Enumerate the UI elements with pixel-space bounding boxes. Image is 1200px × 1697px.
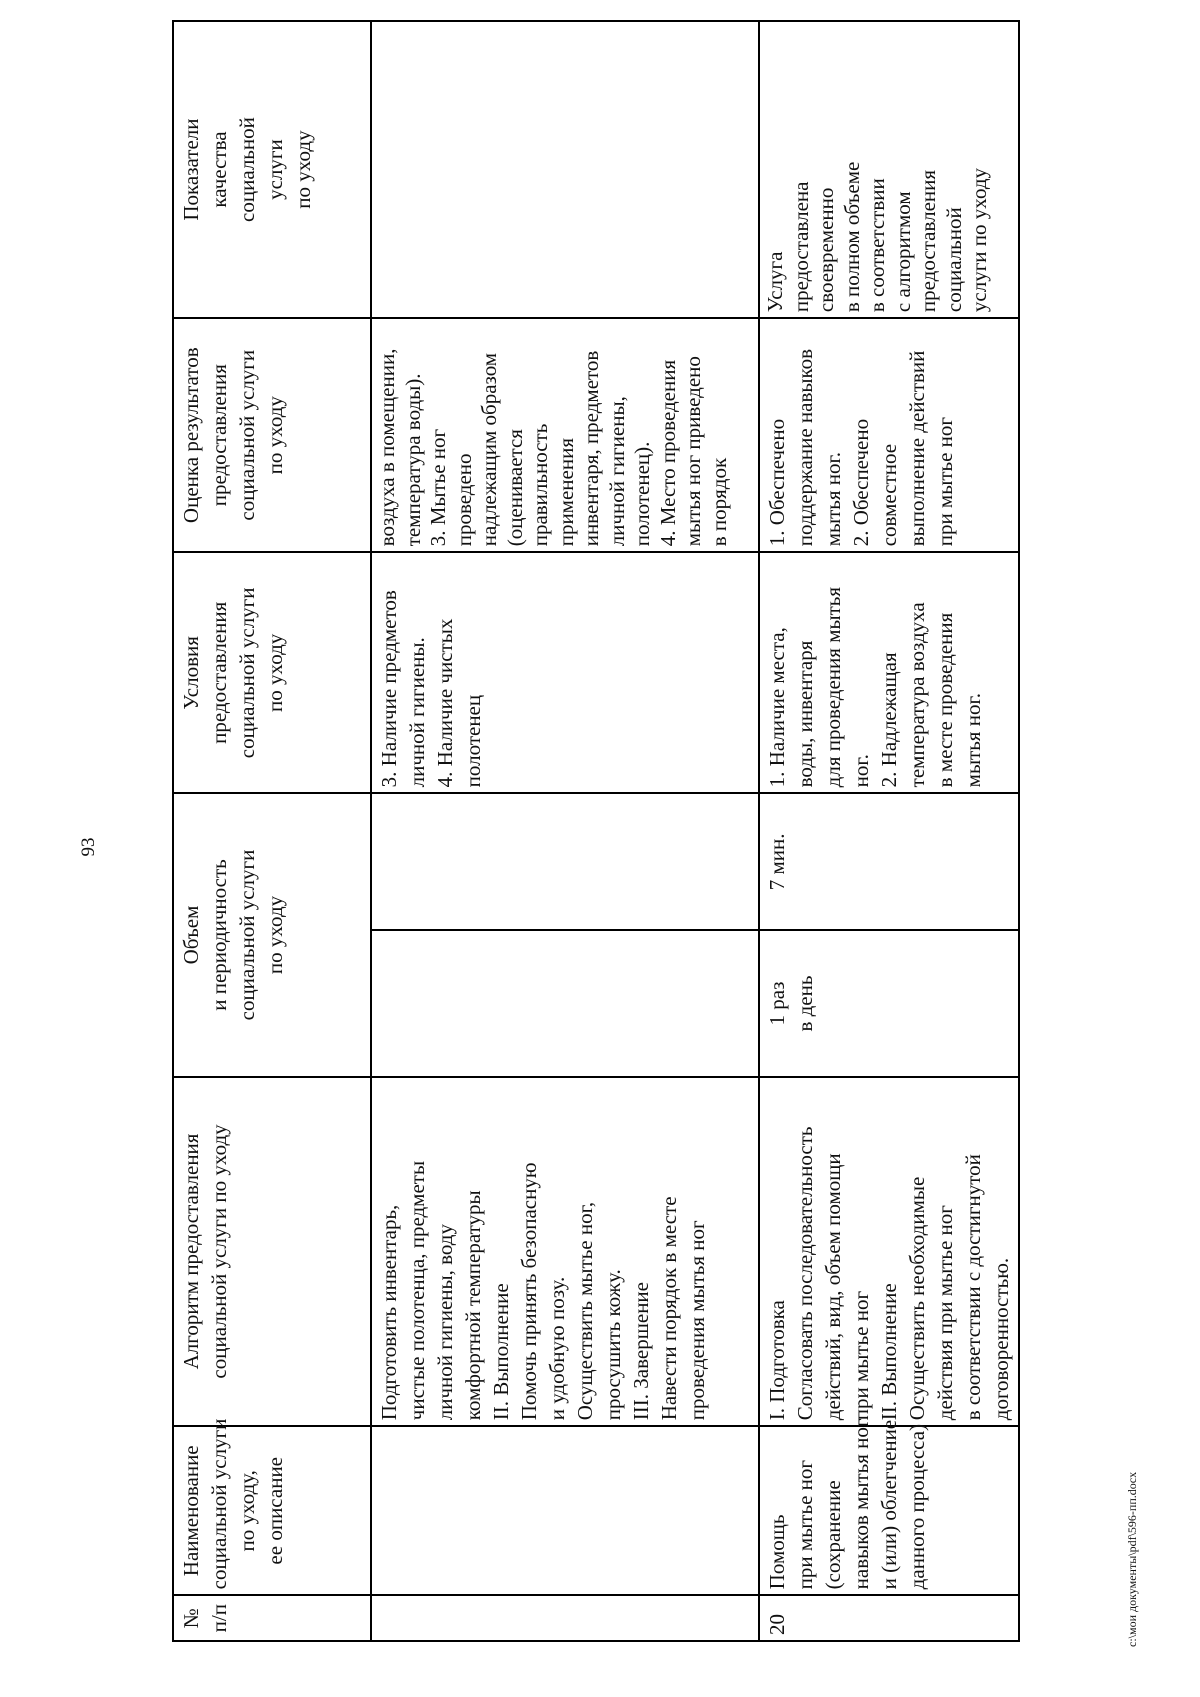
header-name — [173, 1418, 371, 1595]
cell-line: по уходу — [263, 633, 287, 712]
cell-line: данного процесса) — [905, 1423, 929, 1590]
cell-line: социальной — [941, 207, 966, 313]
cell-line: Алгоритм предоставления — [179, 1133, 203, 1370]
row-assessment — [371, 318, 759, 552]
cell-line: при мытье ног — [849, 1290, 873, 1421]
cell-line: качества — [207, 131, 231, 208]
cell-line: Согласовать последовательность — [793, 1126, 817, 1421]
cell-line: п/п — [207, 1604, 231, 1633]
cell-line: Услуга — [763, 251, 787, 313]
row-name — [371, 1426, 759, 1595]
cell-line: ее описание — [263, 1456, 287, 1565]
cell-line: I. Подготовка — [765, 1300, 789, 1421]
cell-line: II. Выполнение — [877, 1283, 901, 1421]
cell-line: социальной услуги — [235, 849, 259, 1021]
cell-line: по уходу, — [235, 1470, 259, 1552]
file-path: c:\мои документы\pdf\596-пп.docx — [1125, 1471, 1139, 1647]
cell-line: по уходу — [291, 130, 315, 209]
cell-line: мытья ног приведено — [681, 356, 705, 547]
cell-line: в полном объеме — [839, 161, 864, 313]
cell-line: в день — [793, 975, 817, 1032]
cell-line: II. Выполнение — [489, 1283, 513, 1421]
cell-line: Показатели — [179, 118, 203, 221]
cell-line: 1 раз — [765, 981, 789, 1026]
cell-line: и удобную позу. — [545, 1276, 569, 1421]
cell-line: Осуществить необходимые — [905, 1176, 929, 1421]
cell-line: инвентаря, предметов — [579, 350, 603, 547]
row-name — [759, 1418, 1019, 1595]
row-duration — [759, 793, 1019, 930]
cell-line: просушить кожу. — [601, 1269, 625, 1421]
cell-line: Условия — [179, 636, 203, 710]
cell-line: договоренностью. — [989, 1257, 1013, 1421]
cell-line: температура воздуха — [905, 602, 929, 788]
cell-line: личной гигиены, воду — [433, 1224, 457, 1421]
cell-line: (оценивается — [502, 429, 527, 547]
row-algorithm — [759, 1077, 1019, 1427]
row-num: 20 — [759, 1595, 1019, 1641]
cell-line: навыков мытья ног — [849, 1418, 873, 1590]
row-frequency — [759, 930, 1019, 1076]
cell-line: социальной услуги — [235, 587, 259, 759]
cell-line: III. Завершение — [629, 1282, 653, 1421]
cell-line: мытья ног. — [961, 693, 985, 788]
cell-line: услуги по уходу — [967, 167, 991, 313]
cell-line: Наименование — [179, 1445, 203, 1577]
cell-line: полотенец — [461, 694, 485, 788]
cell-line: социальной услуги — [207, 1418, 231, 1590]
cell-line: социальной услуги — [235, 349, 259, 521]
cell-line: услуги — [263, 139, 287, 200]
cell-line: № — [179, 1608, 203, 1629]
cell-line: в соответствии с достигнутой — [961, 1154, 985, 1421]
cell-line: Объем — [179, 905, 203, 965]
cell-line: комфортной температуры — [461, 1190, 485, 1421]
header-assessment — [173, 318, 371, 552]
row-quality — [371, 21, 759, 318]
cell-line: личной гигиены, — [604, 396, 629, 547]
cell-line: 4. Наличие чистых — [433, 618, 457, 788]
cell-line: 3. Наличие предметов — [377, 590, 401, 788]
cell-line: для проведения мытья — [821, 586, 845, 788]
cell-line: Помощь — [765, 1514, 789, 1590]
row-quality — [759, 21, 1019, 318]
cell-line: при мытье ног — [933, 416, 957, 547]
cell-line: социальной услуги по уходу — [207, 1124, 231, 1379]
cell-line: по уходу — [263, 895, 287, 975]
cell-line: поддержание навыков — [793, 348, 817, 547]
cell-line: предоставления — [207, 601, 231, 744]
cell-line: в месте проведения — [933, 612, 957, 788]
cell-line: с алгоритмом — [890, 191, 915, 313]
page-number: 93 — [78, 837, 99, 857]
cell-line: Осуществить мытье ног, — [573, 1201, 597, 1421]
cell-line: 1. Наличие места, — [765, 627, 789, 788]
cell-line: проведено — [451, 453, 476, 547]
header-quality — [173, 21, 371, 318]
row-algorithm — [371, 1077, 759, 1427]
cell-line: своевременно — [814, 187, 838, 313]
row-frequency — [371, 930, 759, 1076]
cell-line: температура воды). — [400, 373, 425, 547]
table-row — [759, 21, 1019, 1641]
header-volume — [173, 793, 371, 1076]
row-num — [371, 1595, 759, 1641]
cell-line: чистые полотенца, предметы — [405, 1160, 429, 1421]
cell-line: личной гигиены. — [405, 637, 429, 788]
cell-line: надлежащим образом — [477, 352, 501, 547]
cell-line: и (или) облегчение — [877, 1419, 901, 1590]
cell-line: 4. Место проведения — [655, 359, 680, 547]
cell-line: ног. — [849, 754, 873, 788]
cell-line: Подготовить инвентарь, — [377, 1204, 401, 1421]
cell-line: предоставления — [916, 169, 940, 313]
cell-line: социальной — [235, 117, 259, 222]
cell-line: совместное — [877, 443, 901, 547]
cell-line: при мытье ног — [793, 1460, 817, 1590]
cell-line: Навести порядок в месте — [657, 1196, 681, 1421]
cell-line: выполнение действий — [905, 350, 929, 547]
cell-line: предоставления — [207, 364, 231, 507]
row-conditions — [759, 552, 1019, 793]
cell-line: 2. Надлежащая — [877, 652, 901, 788]
cell-line: применения — [553, 438, 578, 547]
header-conditions — [173, 552, 371, 793]
cell-line: и периодичность — [207, 859, 231, 1011]
cell-line: полотенец). — [630, 441, 654, 547]
cell-line: Оценка результатов — [179, 347, 203, 524]
cell-line: в порядок — [706, 457, 731, 547]
cell-line: предоставлена — [788, 181, 813, 313]
table-header-row — [173, 21, 371, 1641]
row-assessment — [759, 318, 1019, 552]
cell-line: (сохранение — [821, 1480, 845, 1590]
row-duration — [371, 793, 759, 930]
cell-line: 2. Обеспечено — [849, 418, 873, 547]
table-row — [371, 21, 759, 1641]
cell-line: 3. Мытье ног — [426, 428, 450, 547]
cell-line: мытья ног. — [821, 452, 845, 547]
cell-line: правильность — [528, 423, 552, 547]
services-table — [172, 20, 1020, 1642]
cell-line: воды, инвентаря — [793, 640, 817, 788]
cell-line: действия при мытье ног — [933, 1205, 957, 1421]
cell-line: по уходу — [263, 396, 287, 475]
row-conditions — [371, 552, 759, 793]
cell-line: 7 мин. — [765, 833, 789, 891]
header-algorithm — [173, 1077, 371, 1427]
cell-line: 1. Обеспечено — [765, 418, 789, 547]
cell-line: проведения мытья ног — [685, 1220, 709, 1421]
header-num — [173, 1595, 371, 1641]
cell-line: Помочь принять безопасную — [517, 1162, 541, 1421]
cell-line: воздуха в помещении, — [375, 348, 399, 547]
cell-line: в соответствии — [865, 178, 889, 313]
cell-line: действий, вид, объем помощи — [821, 1153, 845, 1421]
